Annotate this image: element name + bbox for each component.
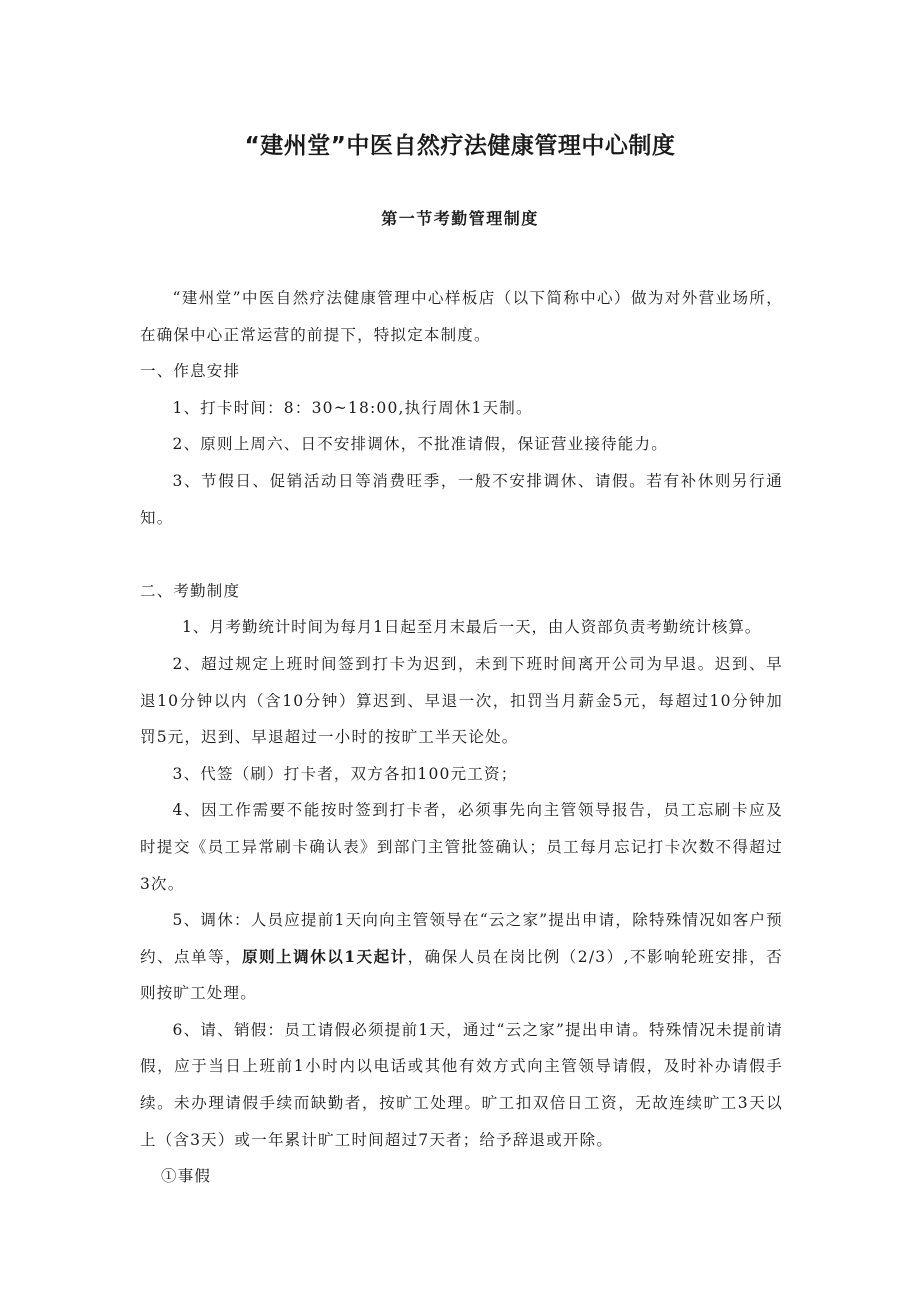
attendance-item-5-text-b: ，确保人员在岗比例（2/3）,不影响轮班安排，否则按旷工处理。 — [140, 947, 783, 1003]
blank-line — [140, 536, 783, 573]
schedule-item-3: 3、节假日、促销活动日等消费旺季，一般不安排调休、请假。若有补休则另行通知。 — [140, 471, 783, 527]
section-heading-schedule: 一、作息安排 — [140, 362, 241, 381]
document-title: “建州堂”中医自然疗法健康管理中心制度 — [244, 133, 676, 159]
leave-type-personal: ①事假 — [161, 1167, 212, 1186]
document-body — [140, 280, 783, 1195]
attendance-item-1: 1、月考勤统计时间为每月1日起至月末最后一天，由人资部负责考勤统计核算。 — [182, 618, 762, 637]
schedule-item-2: 2、原则上周六、日不安排调休，不批准请假，保证营业接待能力。 — [172, 435, 668, 454]
attendance-item-6: 6、请、销假：员工请假必须提前1天，通过“云之家”提出申请。特殊情况未提前请假，应于当日上班前1小时内以电话或其他有效方式向主管领导请假，及时补办请假手续。未办理请假手续而缺勤者，按旷工处理。旷工扣双倍日工资，无故连续旷工3天以上（含3天）或一年累计旷工时间超过7天者；给予辞退或开除。 — [140, 1020, 783, 1149]
attendance-item-5 — [140, 902, 783, 1012]
attendance-item-5-text-a: 5、调休：人员应提前1天向向主管领导在“云之家”提出申请，除特殊情况如客户预约、点单等， — [140, 911, 783, 966]
schedule-item-1: 1、打卡时间：8：30~18:00,执行周休1天制。 — [172, 398, 533, 417]
attendance-item-2: 2、超过规定上班时间签到打卡为迟到，未到下班时间离开公司为早退。迟到、早退10分钟以内（含10分钟）算迟到、早退一次，扣罚当月薪金5元，每超过10分钟加罚5元，迟到、早退超过一小时的按旷工半天论处。 — [140, 654, 783, 747]
attendance-item-5-bold: 原则上调休以1天起计 — [242, 946, 408, 966]
section-heading-attendance: 二、考勤制度 — [140, 581, 241, 600]
attendance-item-4: 4、因工作需要不能按时签到打卡者，必须事先向主管领导报告，员工忘刷卡应及时提交《员工异常刷卡确认表》到部门主管批签确认；员工每月忘记打卡次数不得超过3次。 — [140, 801, 783, 893]
attendance-item-3: 3、代签（刷）打卡者，双方各扣100元工资； — [172, 764, 518, 783]
section-subtitle: 第一节考勤管理制度 — [381, 209, 539, 228]
intro-paragraph: “建州堂”中医自然疗法健康管理中心样板店（以下简称中心）做为对外营业场所，在确保中心正常运营的前提下，特拟定本制度。 — [140, 289, 783, 344]
